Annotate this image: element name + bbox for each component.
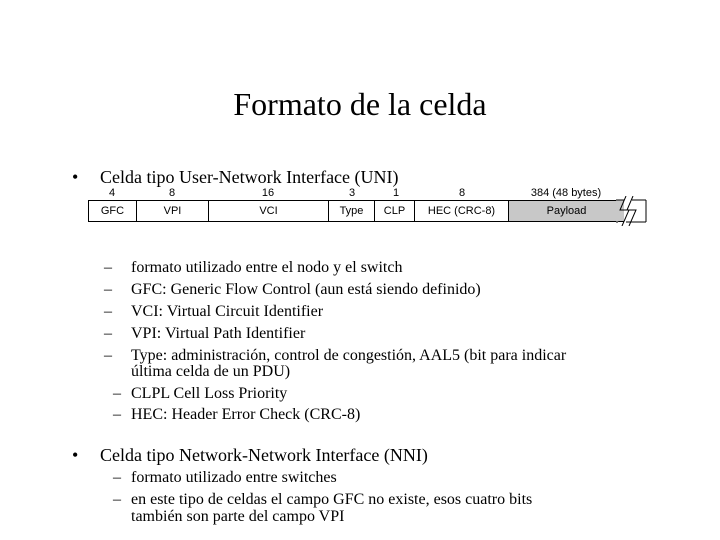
- dash-marker: –: [104, 281, 112, 298]
- dash-marker: –: [104, 347, 112, 364]
- uni-heading: Celda tipo User-Network Interface (UNI): [100, 167, 399, 187]
- slide-title: Formato de la celda: [233, 86, 487, 122]
- dash-marker: –: [104, 303, 112, 320]
- bits-type: 3: [348, 187, 356, 199]
- bits-vci: 16: [261, 187, 275, 199]
- dash-marker: –: [113, 406, 121, 423]
- dash-marker: –: [113, 469, 121, 486]
- dash-marker: –: [113, 491, 121, 508]
- field-vci: VCI: [208, 200, 328, 222]
- uni-item-text: CLPL Cell Loss Priority: [131, 385, 288, 402]
- uni-item-text: formato utilizado entre el nodo y el switch: [131, 259, 403, 276]
- uni-item-text: VPI: Virtual Path Identifier: [131, 325, 306, 342]
- uni-item-text: GFC: Generic Flow Control (aun está siendo definido): [131, 281, 481, 298]
- bits-hec: 8: [458, 187, 466, 199]
- field-payload: Payload: [508, 200, 624, 222]
- field-gfc: GFC: [88, 200, 136, 222]
- bits-vpi: 8: [168, 187, 176, 199]
- payload-break-icon: [616, 196, 656, 226]
- field-type: Type: [328, 200, 374, 222]
- uni-item-text: HEC: Header Error Check (CRC-8): [131, 406, 361, 423]
- bullet-dot: •: [72, 167, 79, 187]
- uni-cell-diagram: [88, 186, 648, 226]
- nni-item-text: en este tipo de celdas el campo GFC no existe, esos cuatro bits: [131, 491, 533, 508]
- nni-heading: Celda tipo Network-Network Interface (NNI): [100, 445, 428, 465]
- dash-marker: –: [104, 325, 112, 342]
- field-clp: CLP: [374, 200, 414, 222]
- dash-marker: –: [104, 259, 112, 276]
- bullet-dot: •: [72, 445, 79, 465]
- uni-item-text: última celda de un PDU): [131, 363, 291, 380]
- nni-item-text: formato utilizado entre switches: [131, 469, 337, 486]
- dash-marker: –: [113, 385, 121, 402]
- field-hec: HEC (CRC-8): [414, 200, 508, 222]
- uni-item-text: VCI: Virtual Circuit Identifier: [131, 303, 324, 320]
- bits-clp: 1: [392, 187, 400, 199]
- nni-item-text: también son parte del campo VPI: [131, 508, 345, 525]
- field-vpi: VPI: [136, 200, 208, 222]
- bits-payload: 384 (48 bytes): [530, 187, 602, 199]
- uni-item-text: Type: administración, control de congestión, AAL5 (bit para indicar: [131, 347, 567, 364]
- bits-gfc: 4: [108, 187, 116, 199]
